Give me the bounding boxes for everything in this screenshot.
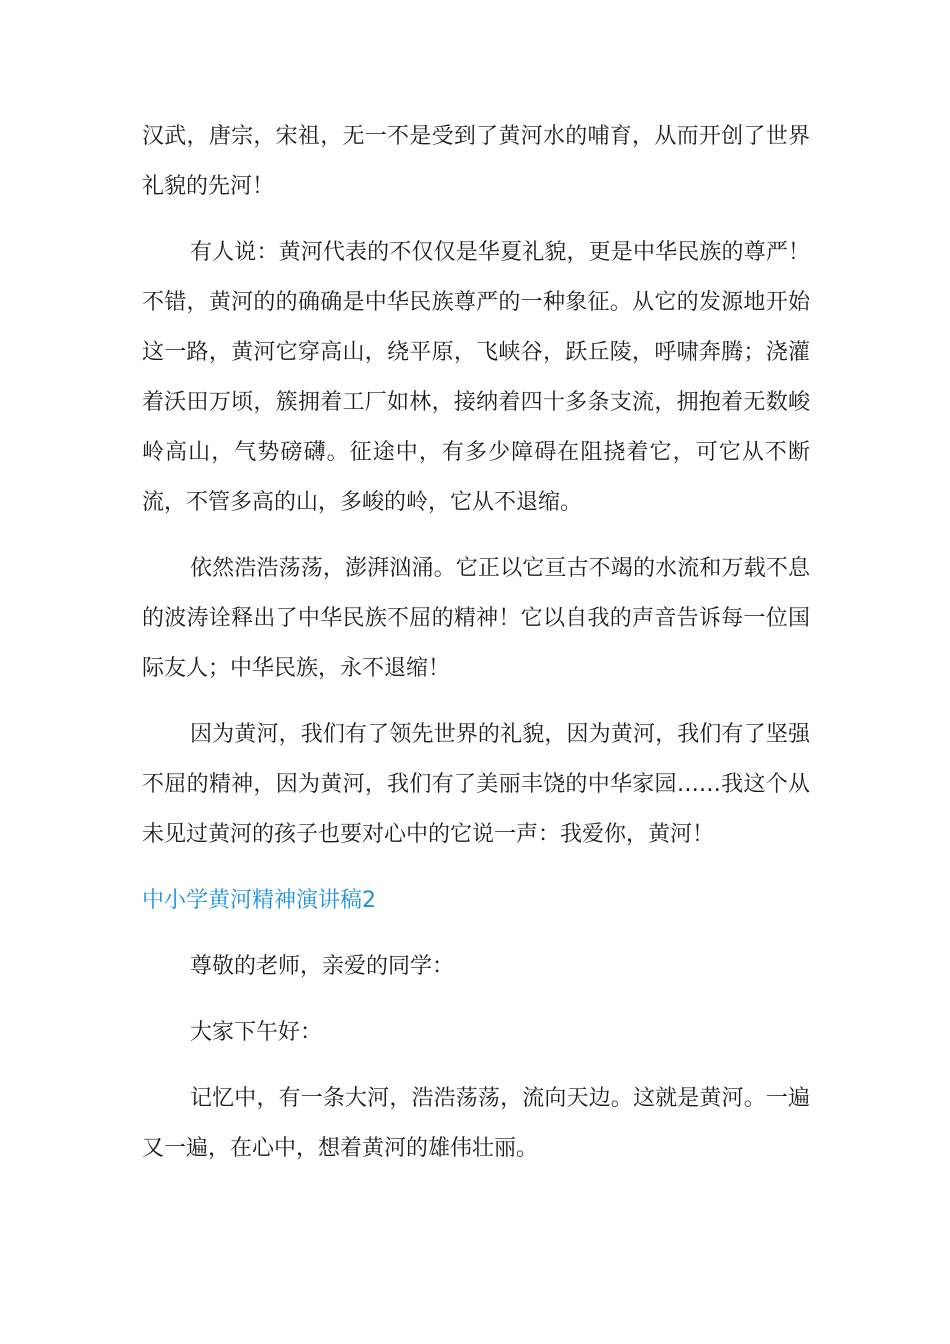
paragraph-dignity: 有人说：黄河代表的不仅仅是华夏礼貌，更是中华民族的尊严！不错，黄河的的确确是中华民族尊严的一种象征。从它的发源地开始这一路，黄河它穿高山，绕平原，飞峡谷，跃丘陵，呼啸奔腾；浇灌着沃田万顷，簇拥着工厂如林，接纳着四十多条支流，拥抱着无数峻岭高山，气势磅礴。征途中，有多少障碍在阻挠着它，可它从不断流，不管多高的山，多峻的岭，它从不退缩。 (142, 240, 810, 515)
section-heading: 中小学黄河精神演讲稿2 (142, 888, 376, 913)
paragraph-continuation: 汉武，唐宗，宋祖，无一不是受到了黄河水的哺育，从而开创了世界礼貌的先河！ (142, 124, 810, 199)
paragraph-greeting: 大家下午好： (190, 1020, 323, 1045)
paragraph-spirit: 依然浩浩荡荡，澎湃汹涌。它正以它亘古不竭的水流和万载不息的波涛诠释出了中华民族不屈的精神！它以自我的声音告诉每一位国际友人；中华民族，永不退缩！ (142, 556, 810, 681)
document-body (142, 112, 810, 1174)
paragraph-salutation: 尊敬的老师，亲爱的同学： (190, 954, 455, 979)
paragraph-love: 因为黄河，我们有了领先世界的礼貌，因为黄河，我们有了坚强不屈的精神，因为黄河，我们有了美丽丰饶的中华家园……我这个从未见过黄河的孩子也要对心中的它说一声：我爱你，黄河！ (142, 722, 810, 847)
paragraph-memory: 记忆中，有一条大河，浩浩荡荡，流向天边。这就是黄河。一遍又一遍，在心中，想着黄河的雄伟壮丽。 (142, 1086, 810, 1161)
